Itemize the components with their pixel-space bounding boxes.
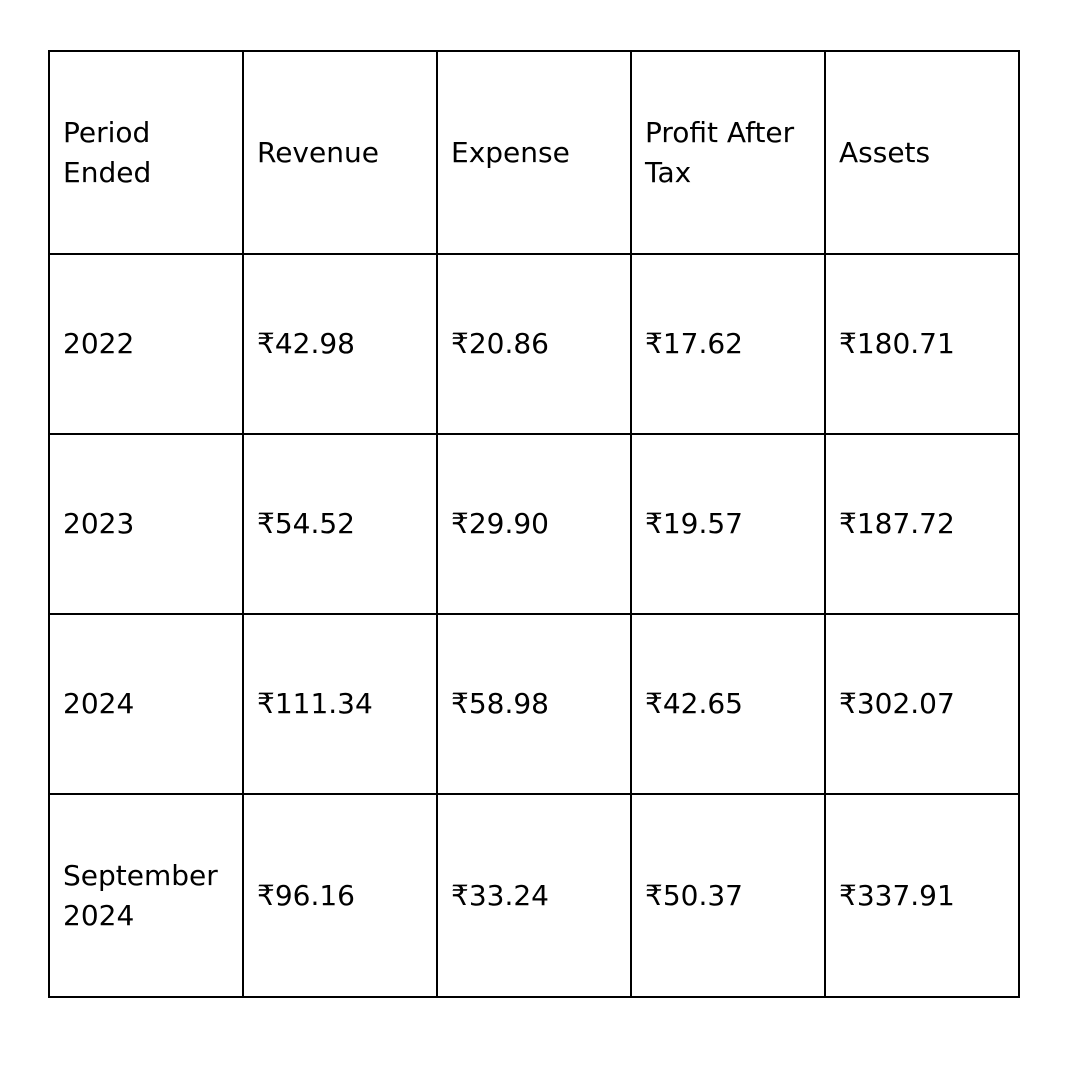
financial-table [48, 50, 1020, 998]
cell-expense [437, 614, 631, 794]
cell-period [49, 614, 243, 794]
header-label: Expense [451, 135, 570, 169]
cell-text: ₹20.86 [451, 327, 549, 360]
cell-text: ₹33.24 [451, 878, 549, 912]
cell-profit-after-tax [631, 794, 825, 997]
header-label: Profit After Tax [645, 115, 795, 189]
cell-period [49, 254, 243, 434]
cell-revenue [243, 434, 437, 614]
cell-revenue [243, 254, 437, 434]
cell-text: ₹180.71 [839, 327, 955, 360]
cell-text: ₹54.52 [257, 507, 355, 540]
cell-text: ₹111.34 [257, 687, 373, 720]
cell-text: September 2024 [63, 858, 218, 932]
cell-assets [825, 254, 1019, 434]
cell-text: 2022 [63, 327, 135, 360]
header-label: Revenue [257, 135, 379, 169]
header-profit-after-tax [631, 51, 825, 254]
cell-text: ₹302.07 [839, 687, 955, 720]
header-row [49, 51, 1019, 254]
cell-expense [437, 254, 631, 434]
table-row [49, 434, 1019, 614]
cell-text: ₹96.16 [257, 878, 355, 912]
cell-text: ₹19.57 [645, 507, 743, 540]
cell-text: ₹58.98 [451, 687, 549, 720]
cell-period [49, 794, 243, 997]
table-row [49, 254, 1019, 434]
cell-text: ₹42.98 [257, 327, 355, 360]
header-period-ended [49, 51, 243, 254]
cell-expense [437, 794, 631, 997]
cell-text: ₹337.91 [839, 878, 955, 912]
cell-period [49, 434, 243, 614]
table-row [49, 794, 1019, 997]
cell-revenue [243, 614, 437, 794]
header-label: Assets [839, 135, 931, 169]
cell-revenue [243, 794, 437, 997]
cell-assets [825, 794, 1019, 997]
cell-profit-after-tax [631, 254, 825, 434]
header-assets [825, 51, 1019, 254]
cell-text: ₹42.65 [645, 687, 743, 720]
cell-profit-after-tax [631, 614, 825, 794]
cell-text: ₹29.90 [451, 507, 549, 540]
cell-expense [437, 434, 631, 614]
table-row [49, 614, 1019, 794]
table-header [49, 51, 1019, 254]
header-label: Period Ended [63, 115, 152, 189]
cell-text: 2023 [63, 507, 135, 540]
cell-text: ₹17.62 [645, 327, 743, 360]
header-expense [437, 51, 631, 254]
cell-assets [825, 614, 1019, 794]
table-body [49, 254, 1019, 997]
cell-profit-after-tax [631, 434, 825, 614]
header-revenue [243, 51, 437, 254]
cell-text: ₹50.37 [645, 878, 743, 912]
cell-assets [825, 434, 1019, 614]
cell-text: 2024 [63, 687, 135, 720]
cell-text: ₹187.72 [839, 507, 955, 540]
